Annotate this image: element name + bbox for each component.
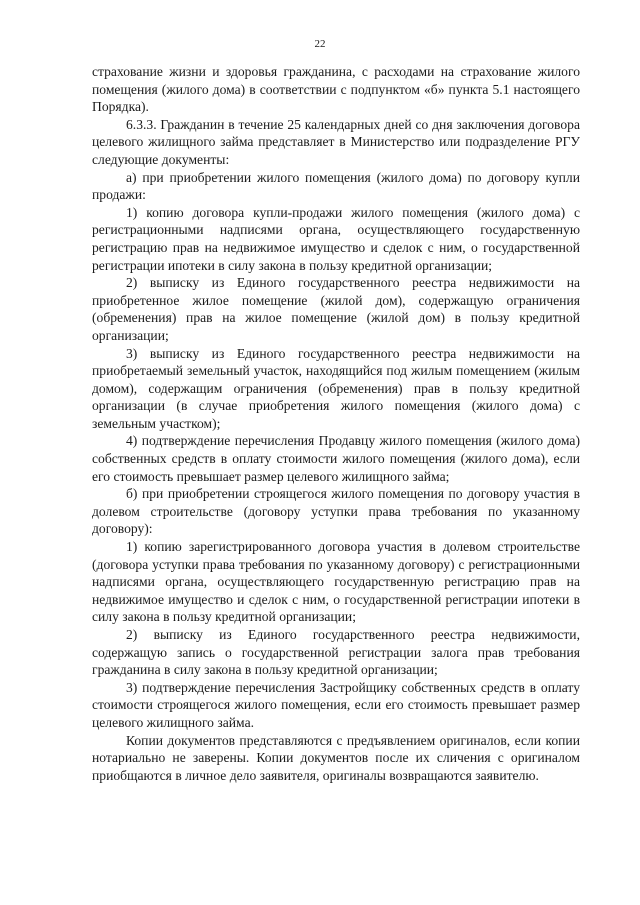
document-body — [92, 63, 580, 784]
paragraph-a-3: 3) выписку из Единого государственного реестра недвижимости на приобретаемый земельный участок, находящийся под жилым помещением (жилым домом), содержащим ограничения (обременения) прав в пользу кредитной организации (в случае приобретения жилого помещения (жилого дома) с земельным участком); — [92, 345, 580, 431]
paragraph-b-3: 3) подтверждение перечисления Застройщику собственных средств в оплату стоимости строящегося жилого помещения, если его стоимость превышает размер целевого жилищного займа. — [92, 679, 580, 730]
paragraph-a-4: 4) подтверждение перечисления Продавцу жилого помещения (жилого дома) собственных средств в оплату стоимости жилого помещения (жилого дома), если его стоимость превышает размер целевого жилищного займа; — [92, 433, 580, 484]
paragraph-a-2: 2) выписку из Единого государственного реестра недвижимости на приобретенное жилое помещение (жилой дом), содержащую ограничения (обременения) прав на жилое помещение (жилой дом) в пользу кредитной организации; — [92, 275, 580, 343]
page-number: 22 — [314, 38, 326, 50]
paragraph-6-3-3: 6.3.3. Гражданин в течение 25 календарных дней со дня заключения договора целевого жилищного займа представляет в Министерство или подразделение РГУ следующие документы: — [92, 116, 580, 167]
paragraph-b-2: 2) выписку из Единого государственного реестра недвижимости, содержащую запись о государственной регистрации залога прав требования гражданина в силу закона в пользу кредитной организации; — [92, 627, 580, 678]
paragraph-continuation: страхование жизни и здоровья гражданина, с расходами на страхование жилого помещения (жилого дома) в соответствии с подпунктом «б» пункта 5.1 настоящего Порядка). — [92, 64, 580, 115]
paragraph-copies: Копии документов представляются с предъявлением оригиналов, если копии нотариально не заверены. Копии документов после их сличения с оригиналом приобщаются в личное дело заявителя, оригиналы возвращаются заявителю. — [92, 732, 580, 783]
paragraph-subitem-b: б) при приобретении строящегося жилого помещения по договору участия в долевом строительстве (договору уступки права требования по указанному договору): — [92, 486, 580, 537]
paragraph-b-1: 1) копию зарегистрированного договора участия в долевом строительстве (договора уступки права требования по указанному договору) с регистрационными надписями органа, осуществляющего государственную регистрацию прав на недвижимое имущество и сделок с ним, о государственной регистрации ипотеки в силу закона в пользу кредитной организации; — [92, 539, 580, 625]
paragraph-a-1: 1) копию договора купли-продажи жилого помещения (жилого дома) с регистрационными надписями органа, осуществляющего государственную регистрацию прав на недвижимое имущество и сделок с ним, о государственной регистрации ипотеки в силу закона в пользу кредитной организации; — [92, 204, 580, 273]
paragraph-subitem-a: а) при приобретении жилого помещения (жилого дома) по договору купли продажи: — [92, 169, 580, 203]
